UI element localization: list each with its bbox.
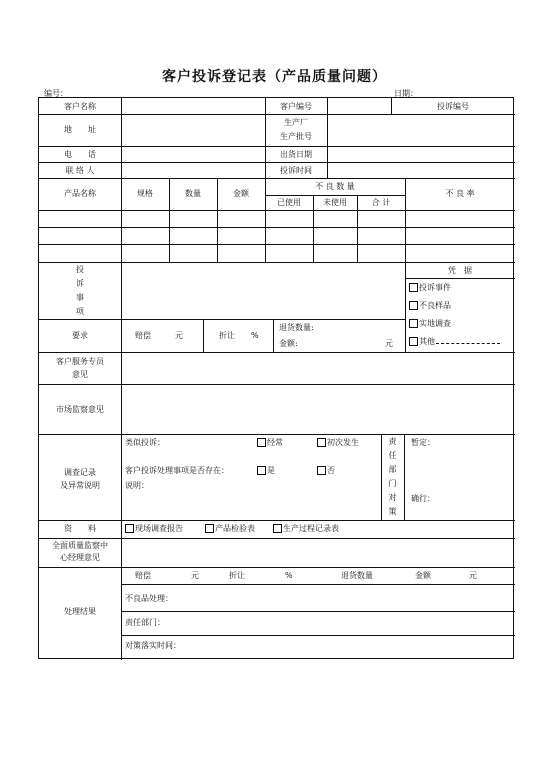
evidence-item-complaint[interactable]: 投诉事件 — [409, 283, 451, 293]
return-qty-label-2: 退货数量 — [341, 571, 373, 580]
confirmed-label: 确行： — [411, 494, 435, 503]
total-header: 合 计 — [371, 198, 391, 207]
no-option[interactable]: 否 — [317, 466, 335, 476]
compensation-label-2: 赔偿 — [135, 571, 151, 580]
customer-no-label: 客户编号 — [280, 102, 312, 111]
discount-label: 折让 — [219, 331, 235, 340]
checkbox-icon — [317, 438, 326, 447]
checkbox-icon — [317, 466, 326, 475]
resp-char-3: 部 — [388, 465, 397, 474]
items-char-2: 诉 — [76, 279, 84, 288]
return-qty-label: 退货数量: — [279, 323, 314, 332]
evidence-title: 凭 据 — [448, 266, 472, 275]
request-label: 要求 — [72, 331, 88, 340]
frequent-option[interactable]: 经常 — [257, 438, 283, 448]
yuan-label-2: 元 — [385, 339, 393, 348]
resp-char-6: 策 — [388, 507, 397, 516]
unused-header: 未使用 — [323, 198, 347, 207]
materials-label: 资 料 — [64, 524, 96, 533]
serial-label: 编号： — [44, 89, 68, 98]
defect-qty-header: 不 良 数 量 — [315, 182, 355, 191]
yuan-label-4: 元 — [469, 571, 477, 580]
material-production-record[interactable]: 生产过程记录表 — [273, 524, 339, 534]
yes-option[interactable]: 是 — [257, 466, 275, 476]
resp-char-1: 责 — [388, 437, 397, 446]
investigation-label-2: 及异常说明 — [60, 481, 100, 490]
batch-no-label: 生产批号 — [280, 132, 312, 141]
phone-label: 电 话 — [64, 150, 96, 159]
material-inspection[interactable]: 产品检验表 — [205, 524, 255, 534]
market-opinion-label: 市场监察意见 — [56, 405, 104, 414]
evidence-item-sample[interactable]: 不良样品 — [409, 301, 451, 311]
customer-name-label: 客户名称 — [64, 102, 96, 111]
checkbox-icon — [409, 301, 418, 310]
qa-opinion-label-2: 心经理意见 — [60, 553, 100, 562]
checkbox-icon — [409, 319, 418, 328]
amount-colon-label: 金额: — [279, 339, 298, 348]
qty-header: 数量 — [185, 189, 201, 198]
checkbox-icon — [409, 283, 418, 292]
evidence-item-other[interactable]: 其他 — [409, 337, 500, 347]
action-time-label: 对策落实时间： — [125, 641, 181, 650]
items-char-1: 投 — [76, 265, 84, 274]
checkbox-icon — [257, 438, 266, 447]
items-char-3: 事 — [76, 293, 84, 302]
resp-char-2: 任 — [388, 451, 397, 460]
resp-char-4: 门 — [388, 479, 397, 488]
qa-opinion-label-1: 全面质量监察中 — [52, 541, 108, 550]
used-header: 已使用 — [277, 198, 301, 207]
resp-dept-label: 责任部门： — [125, 618, 165, 627]
complaint-time-label: 投诉时间 — [280, 166, 312, 175]
page-title: 客户投诉登记表（产品质量问题） — [162, 69, 387, 85]
defect-rate-header: 不 良 率 — [445, 189, 475, 198]
checkbox-icon — [205, 524, 214, 533]
percent-label: % — [251, 331, 259, 340]
date-label: 日期： — [394, 89, 418, 98]
factory-label: 生产厂 — [284, 118, 308, 127]
investigation-label-1: 调查记录 — [64, 468, 96, 477]
ship-date-label: 出货日期 — [280, 150, 312, 159]
contact-label: 联 络 人 — [65, 166, 95, 175]
material-site-report[interactable]: 现场调查报告 — [125, 524, 183, 534]
first-time-option[interactable]: 初次发生 — [317, 438, 359, 448]
spec-header: 规格 — [137, 189, 153, 198]
yuan-label: 元 — [175, 331, 183, 340]
checkbox-icon — [257, 466, 266, 475]
complaint-form-table — [38, 97, 514, 659]
other-blank — [436, 343, 500, 344]
similar-complaint-label: 类似投诉： — [125, 438, 165, 447]
checkbox-icon — [409, 337, 418, 346]
amount-label-2: 金额 — [415, 571, 431, 580]
cs-opinion-label-2: 意见 — [72, 370, 88, 379]
address-label: 地 址 — [64, 125, 96, 134]
yuan-label-3: 元 — [191, 571, 199, 580]
cs-opinion-label-1: 客户服务专员 — [56, 357, 104, 366]
items-char-4: 项 — [76, 307, 84, 316]
evidence-item-survey[interactable]: 实地调查 — [409, 319, 451, 329]
amount-header: 金额 — [233, 189, 249, 198]
result-label: 处理结果 — [64, 607, 96, 616]
resp-char-5: 对 — [388, 493, 397, 502]
defect-handling-label: 不良品处理： — [125, 594, 173, 603]
discount-label-2: 折让 — [229, 571, 245, 580]
product-name-header: 产品名称 — [64, 189, 96, 198]
temporary-label: 暂定： — [411, 438, 435, 447]
checkbox-icon — [125, 524, 134, 533]
percent-label-2: % — [285, 571, 293, 580]
complaint-no-label: 投诉编号 — [437, 102, 469, 111]
process-question-label: 客户投诉处理事项是否存在： — [125, 466, 229, 475]
explain-label: 说明： — [125, 481, 149, 490]
checkbox-icon — [273, 524, 282, 533]
compensation-label: 赔偿 — [135, 331, 151, 340]
